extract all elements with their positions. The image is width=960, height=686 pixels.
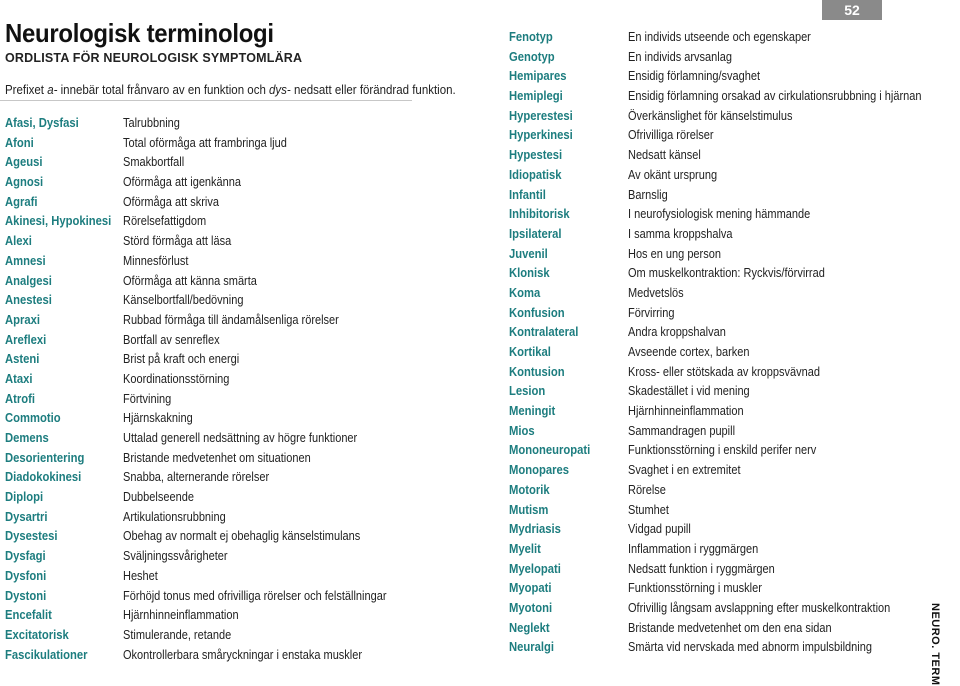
term-definition: Hjärnskakning (123, 411, 193, 426)
term-definition: Förhöjd tonus med ofrivilliga rörelser och felställningar (123, 588, 387, 603)
term-name: Infantil (509, 187, 546, 202)
term-name: Hyperestesi (509, 108, 573, 123)
term-definition: Bristande medvetenhet om den ena sidan (628, 620, 832, 635)
term-definition: Sväljningssvårigheter (123, 549, 228, 564)
term-name: Myopati (509, 581, 552, 596)
term-definition: Förtvining (123, 391, 172, 406)
term-definition: Brist på kraft och energi (123, 352, 240, 367)
term-entry (5, 193, 460, 213)
term-definition: Sammandragen pupill (628, 423, 736, 438)
term-name: Afoni (5, 135, 34, 150)
term-entry (509, 245, 929, 265)
term-entry (5, 173, 460, 193)
term-entry (5, 488, 460, 508)
term-name: Mutism (509, 502, 549, 517)
term-name: Fenotyp (509, 30, 553, 44)
term-definition: Vidgad pupill (628, 522, 691, 537)
term-name: Excitatorisk (5, 627, 69, 642)
term-entry (509, 501, 929, 521)
term-entry (509, 126, 929, 146)
term-definition: Talrubbning (123, 116, 180, 130)
term-entry (5, 390, 460, 410)
term-entry (509, 28, 929, 48)
term-definition: Avseende cortex, barken (628, 345, 750, 359)
term-definition: Rörelse (628, 482, 666, 497)
term-definition: Rörelsefattigdom (123, 214, 207, 229)
term-definition: Svaghet i en extremitet (628, 463, 741, 478)
term-entry (5, 252, 460, 272)
term-definition: Artikulationsrubbning (123, 509, 226, 524)
term-name: Konfusion (509, 305, 565, 320)
term-definition: Snabba, alternerande rörelser (123, 470, 270, 485)
term-name: Myotoni (509, 600, 553, 615)
term-name: Anestesi (5, 293, 52, 308)
term-entry (509, 67, 929, 87)
term-name: Klonisk (509, 266, 550, 281)
term-definition: Bristande medvetenhet om situationen (123, 450, 311, 465)
page-number-tab: 52 (822, 0, 882, 20)
term-name: Dysfagi (5, 549, 46, 564)
term-definition: Oförmåga att skriva (123, 194, 219, 209)
page-subtitle: ORDLISTA FÖR NEUROLOGISK SYMPTOMLÄRA (5, 51, 303, 65)
term-definition: Smärta vid nervskada med abnorm impulsbildning (628, 640, 872, 655)
term-name: Neglekt (509, 620, 550, 635)
term-entry (509, 638, 929, 658)
term-name: Amnesi (5, 253, 46, 268)
term-name: Ageusi (5, 155, 43, 170)
term-name: Kontralateral (509, 325, 579, 340)
term-name: Analgesi (5, 273, 52, 288)
term-entry (5, 370, 460, 390)
term-definition: En individs arvsanlag (628, 49, 732, 64)
term-definition: Störd förmåga att läsa (123, 234, 232, 249)
term-definition: Oförmåga att igenkänna (123, 175, 242, 190)
term-entry (5, 429, 460, 449)
page-title: Neurologisk terminologi (5, 18, 274, 48)
term-entry (509, 382, 929, 402)
term-name: Desorientering (5, 450, 85, 465)
term-definition: Hjärnhinneinflammation (123, 608, 239, 623)
term-name: Akinesi, Hypokinesi (5, 214, 112, 229)
term-definition: Oförmåga att känna smärta (123, 273, 257, 288)
term-definition: Nedsatt känsel (628, 148, 701, 163)
term-name: Neuralgi (509, 640, 555, 655)
term-name: Hemipares (509, 69, 567, 84)
intro-part-2: innebär total frånvaro av en funktion och (57, 83, 270, 97)
term-definition: Smakbortfall (123, 155, 185, 170)
term-entry (5, 232, 460, 252)
term-name: Juvenil (509, 246, 548, 261)
term-entry (5, 449, 460, 469)
term-definition: Medvetslös (628, 285, 684, 300)
term-entry (509, 284, 929, 304)
term-name: Kortikal (509, 345, 551, 359)
term-name: Dystoni (5, 588, 47, 603)
term-entry (5, 626, 460, 646)
term-definition: Skadestället i vid mening (628, 384, 750, 399)
term-name: Dysfoni (5, 568, 47, 583)
term-entry (509, 166, 929, 186)
term-definition: Rubbad förmåga till ändamålsenliga rörelser (123, 312, 339, 327)
term-entry (509, 481, 929, 501)
term-entry (5, 153, 460, 173)
term-definition: Uttalad generell nedsättning av högre funktioner (123, 431, 358, 445)
term-name: Atrofi (5, 391, 35, 406)
term-name: Mios (509, 423, 535, 438)
term-name: Idiopatisk (509, 167, 562, 182)
term-definition: Om muskelkontraktion: Ryckvis/förvirrad (628, 266, 825, 281)
term-entry (509, 304, 929, 324)
term-definition: Känselbortfall/bedövning (123, 293, 244, 308)
intro-part-3: nedsatt eller förändrad funktion. (290, 83, 456, 97)
term-definition: Hjärnhinneinflammation (628, 404, 744, 419)
term-entry (509, 107, 929, 127)
term-entry (509, 422, 929, 442)
term-entry (509, 461, 929, 481)
term-definition: I samma kroppshalva (628, 226, 733, 241)
term-name: Fascikulationer (5, 647, 88, 662)
term-name: Agrafi (5, 194, 38, 209)
term-entry (5, 468, 460, 488)
term-name: Dysartri (5, 509, 48, 524)
term-definition: Ofrivillig långsam avslappning efter muskelkontraktion (628, 600, 891, 615)
term-entry (5, 291, 460, 311)
term-name: Diadokokinesi (5, 470, 82, 485)
term-definition: Heshet (123, 568, 158, 583)
term-entry (5, 527, 460, 547)
term-entry (509, 619, 929, 639)
term-definition: Dubbelseende (123, 490, 194, 505)
term-entry (5, 134, 460, 154)
term-entry (5, 606, 460, 626)
term-definition: Kross- eller stötskada av kroppsvävnad (628, 364, 820, 379)
term-entry (509, 540, 929, 560)
term-entry (509, 599, 929, 619)
term-entry (509, 186, 929, 206)
term-entry (509, 520, 929, 540)
term-entry (5, 547, 460, 567)
intro-prefix-a: a- (47, 83, 58, 97)
term-definition: Inflammation i ryggmärgen (628, 541, 759, 556)
term-name: Diplopi (5, 490, 44, 505)
term-definition: Okontrollerbara småryckningar i enstaka muskler (123, 647, 363, 662)
term-entry (509, 323, 929, 343)
term-definition: Hos en ung person (628, 246, 721, 261)
term-definition: Förvirring (628, 305, 675, 320)
term-definition: Andra kroppshalvan (628, 325, 726, 340)
term-definition: Total oförmåga att frambringa ljud (123, 135, 287, 150)
term-name: Genotyp (509, 49, 555, 64)
term-definition: Minnesförlust (123, 253, 189, 268)
term-name: Alexi (5, 234, 32, 249)
term-name: Areflexi (5, 332, 47, 347)
term-definition: Nedsatt funktion i ryggmärgen (628, 561, 775, 576)
term-name: Commotio (5, 411, 61, 426)
term-name: Dysestesi (5, 529, 58, 544)
term-definition: Stumhet (628, 502, 669, 517)
term-entry (509, 87, 929, 107)
term-entry (5, 646, 460, 666)
term-entry (5, 567, 460, 587)
term-name: Mydriasis (509, 522, 561, 537)
term-name: Agnosi (5, 175, 44, 190)
term-entry (509, 363, 929, 383)
term-entry (509, 560, 929, 580)
term-name: Monopares (509, 463, 570, 478)
term-definition: I neurofysiologisk mening hämmande (628, 207, 811, 222)
term-entry (5, 272, 460, 292)
term-name: Hyperkinesi (509, 128, 573, 143)
term-definition: Ensidig förlamning orsakad av cirkulationsrubbning i hjärnan (628, 89, 922, 104)
term-entry (509, 205, 929, 225)
term-name: Motorik (509, 482, 550, 497)
term-name: Myelopati (509, 561, 561, 576)
term-definition: Ensidig förlamning/svaghet (628, 69, 761, 84)
term-entry (509, 225, 929, 245)
term-entry (509, 579, 929, 599)
left-term-list (5, 114, 460, 665)
intro-text (5, 83, 456, 97)
section-side-label: NEURO. TERM (929, 603, 941, 686)
term-entry (509, 441, 929, 461)
term-definition: Funktionsstörning i muskler (628, 581, 762, 596)
term-entry (5, 114, 460, 134)
intro-prefix-dys: dys- (269, 83, 291, 97)
divider-rule (0, 100, 412, 101)
term-name: Kontusion (509, 364, 565, 379)
term-entry (5, 409, 460, 429)
term-name: Encefalit (5, 608, 52, 623)
term-definition: Överkänslighet för känselstimulus (628, 108, 793, 123)
term-name: Demens (5, 431, 49, 445)
term-entry (509, 402, 929, 422)
term-definition: Obehag av normalt ej obehaglig känselstimulans (123, 529, 361, 544)
term-entry (5, 212, 460, 232)
term-name: Inhibitorisk (509, 207, 570, 222)
term-entry (509, 146, 929, 166)
term-name: Hemiplegi (509, 89, 563, 104)
term-entry (5, 508, 460, 528)
term-entry (5, 311, 460, 331)
term-name: Meningit (509, 404, 556, 419)
term-definition: Ofrivilliga rörelser (628, 128, 714, 143)
term-definition: En individs utseende och egenskaper (628, 30, 811, 44)
term-name: Mononeuropati (509, 443, 591, 458)
term-name: Myelit (509, 541, 541, 556)
term-definition: Barnslig (628, 187, 668, 202)
term-definition: Stimulerande, retande (123, 627, 232, 642)
term-name: Asteni (5, 352, 40, 367)
term-name: Koma (509, 285, 541, 300)
term-name: Afasi, Dysfasi (5, 116, 79, 130)
term-name: Apraxi (5, 312, 41, 327)
term-entry (509, 264, 929, 284)
term-definition: Bortfall av senreflex (123, 332, 220, 347)
term-name: Hypestesi (509, 148, 563, 163)
term-entry (5, 331, 460, 351)
term-entry (5, 587, 460, 607)
right-term-list (509, 28, 929, 658)
term-entry (509, 343, 929, 363)
term-name: Lesion (509, 384, 546, 399)
term-entry (509, 48, 929, 68)
term-definition: Koordinationsstörning (123, 371, 230, 386)
intro-part-1: Prefixet (5, 83, 48, 97)
term-definition: Av okänt ursprung (628, 167, 718, 182)
term-definition: Funktionsstörning i enskild perifer nerv (628, 443, 817, 458)
term-name: Ipsilateral (509, 226, 562, 241)
term-entry (5, 350, 460, 370)
term-name: Ataxi (5, 371, 33, 386)
